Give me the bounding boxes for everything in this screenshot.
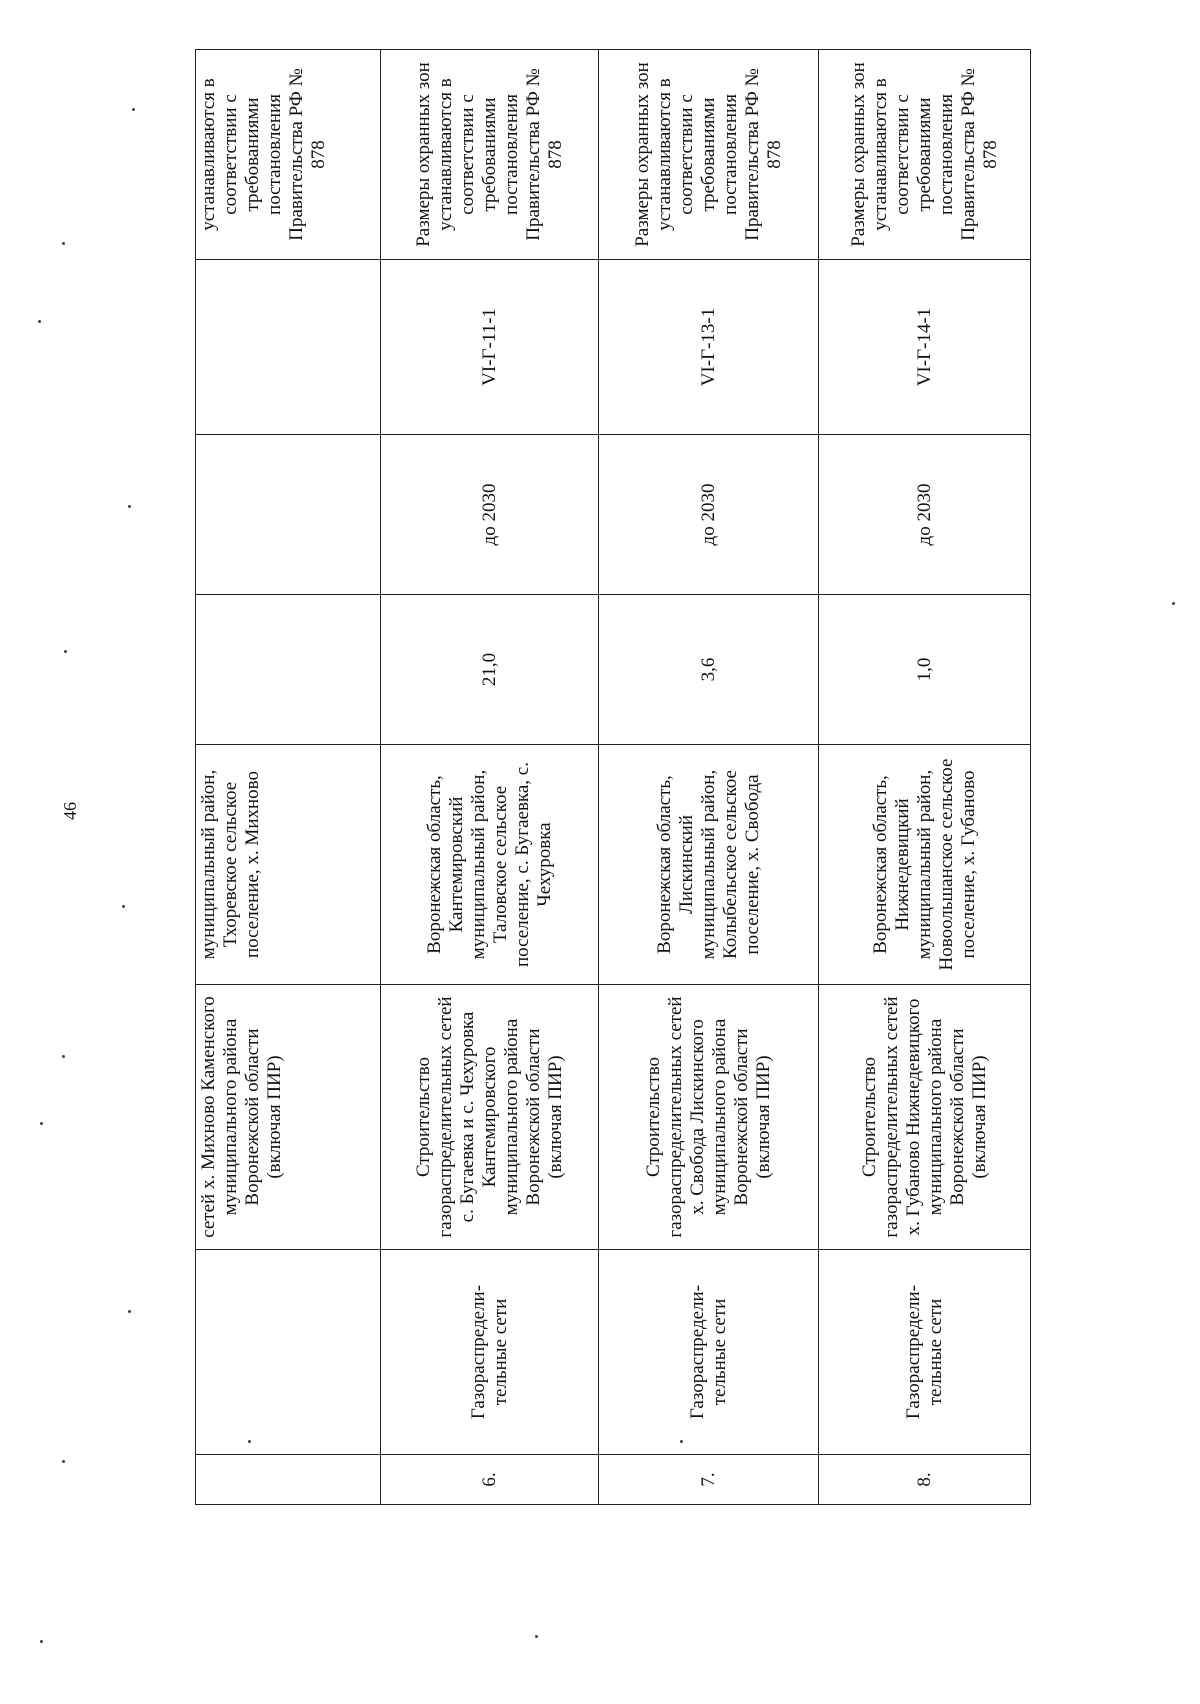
cell-name: Строительство газораспределительных сетей с. Бугаевка и с. Чехуровка Кантемировского муниципального района Воронежской области (включая ПИР): [381, 985, 599, 1250]
cell-location: муниципальный район, Тхоревское сельское поселение, х. Михново: [196, 745, 381, 985]
scan-speck: [122, 905, 125, 908]
cell-type: Газораспредели-тельные сети: [381, 1250, 599, 1455]
cell-term: до 2030: [381, 435, 599, 595]
rotated-table-container: [195, 50, 1030, 1505]
cell-value: 3,6: [599, 595, 819, 745]
cell-zone: устанавливаются в соответствии с требованиями постановления Правительства РФ № 878: [196, 50, 381, 260]
cell-location: Воронежская область, Нижнедевицкий муниципальный район, Новоольшанское сельское поселение, х. Губаново: [819, 745, 1031, 985]
cell-num: 8.: [819, 1455, 1031, 1505]
cell-zone: Размеры охранных зон устанавливаются в соответствии с требованиями постановления Правительства РФ № 878: [819, 50, 1031, 260]
scan-speck: [248, 1440, 251, 1443]
table-row: [196, 50, 381, 1505]
cell-value: 1,0: [819, 595, 1031, 745]
cell-location: Воронежская область, Лискинский муниципальный район, Колыбельское сельское поселение, х. Свобода: [599, 745, 819, 985]
scan-speck: [62, 242, 65, 245]
scan-speck: [680, 1440, 683, 1443]
cell-num: 7.: [599, 1455, 819, 1505]
scan-speck: [128, 1310, 131, 1313]
cell-code: [196, 260, 381, 435]
cell-name: Строительство газораспределительных сетей х. Свобода Лискинского муниципального района Воронежской области (включая ПИР): [599, 985, 819, 1250]
cell-code: VI-Г-14-1: [819, 260, 1031, 435]
scan-speck: [64, 650, 67, 653]
cell-location: Воронежская область, Кантемировский муниципальный район, Таловское сельское поселение, с. Бугаевка, с. Чехуровка: [381, 745, 599, 985]
cell-code: VI-Г-13-1: [599, 260, 819, 435]
cell-term: до 2030: [819, 435, 1031, 595]
scan-speck: [132, 108, 135, 111]
cell-code: VI-Г-11-1: [381, 260, 599, 435]
cell-term: [196, 435, 381, 595]
objects-table: [195, 49, 1031, 1505]
table-row: [381, 50, 599, 1505]
cell-name: сетей х. Михново Каменского муниципального района Воронежской области (включая ПИР): [196, 985, 381, 1250]
cell-num: 6.: [381, 1455, 599, 1505]
cell-zone: Размеры охранных зон устанавливаются в соответствии с требованиями постановления Правительства РФ № 878: [599, 50, 819, 260]
cell-zone: Размеры охранных зон устанавливаются в соответствии с требованиями постановления Правительства РФ № 878: [381, 50, 599, 260]
cell-type: Газораспредели-тельные сети: [599, 1250, 819, 1455]
scan-speck: [535, 1635, 538, 1638]
page-number: 46: [60, 802, 80, 820]
scan-speck: [40, 1122, 43, 1125]
table-row: [599, 50, 819, 1505]
cell-term: до 2030: [599, 435, 819, 595]
cell-type: Газораспредели-тельные сети: [819, 1250, 1031, 1455]
cell-value: [196, 595, 381, 745]
cell-value: 21,0: [381, 595, 599, 745]
cell-num: [196, 1455, 381, 1505]
cell-type: [196, 1250, 381, 1455]
cell-name: Строительство газораспределительных сетей х. Губаново Нижнедевицкого муниципального района Воронежской области (включая ПИР): [819, 985, 1031, 1250]
scan-speck: [38, 320, 41, 323]
scan-speck: [128, 505, 131, 508]
scan-speck: [62, 1460, 65, 1463]
scan-speck: [1172, 602, 1175, 605]
scan-speck: [62, 1055, 65, 1058]
scan-speck: [40, 1640, 43, 1643]
table-row: [819, 50, 1031, 1505]
